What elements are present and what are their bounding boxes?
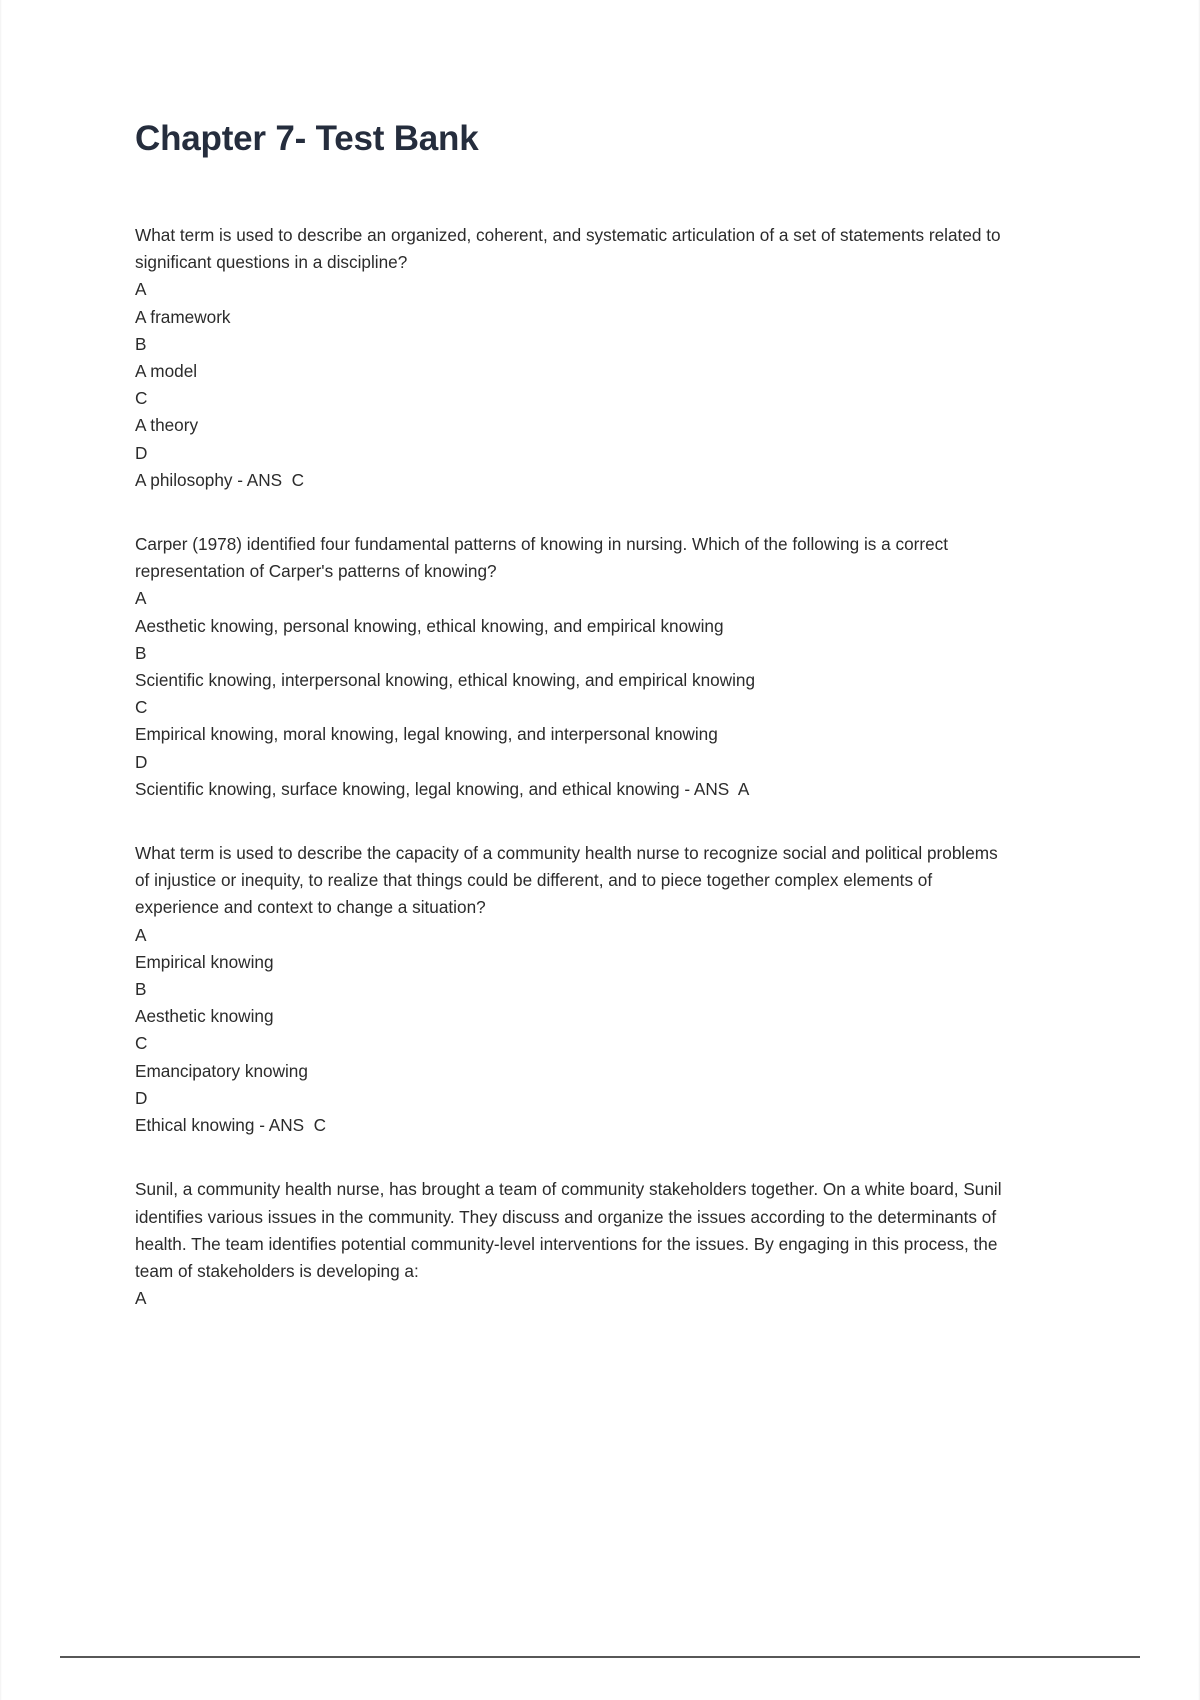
option-letter: B xyxy=(135,642,147,663)
option-text: Aesthetic knowing, personal knowing, ethical knowing, and empirical knowing xyxy=(135,615,724,636)
answer-line: Ethical knowing - ANS C xyxy=(135,1115,327,1136)
option-text: Empirical knowing, moral knowing, legal knowing, and interpersonal knowing xyxy=(135,724,718,745)
question-block xyxy=(135,840,1015,1139)
option-text: Emancipatory knowing xyxy=(135,1060,308,1081)
option-text: A theory xyxy=(135,415,199,436)
question-block xyxy=(135,531,1015,803)
question-stem: What term is used to describe an organized, coherent, and systematic articulation of a set of statements related to significant questions in a discipline? xyxy=(135,225,1001,273)
option-letter: B xyxy=(135,979,147,1000)
option-letter: D xyxy=(135,1087,148,1108)
option-letter: C xyxy=(135,1033,148,1054)
option-letter: D xyxy=(135,442,148,463)
question-stem: Sunil, a community health nurse, has brought a team of community stakeholders together. On a white board, Sunil identifies various issues in the community. They discuss and organize the issues according to the determinants of health. The team identifies potential community-level interventions for the issues. By engaging in this process, the team of stakeholders is developing a: xyxy=(135,1179,1002,1281)
option-letter: C xyxy=(135,697,148,718)
question-block xyxy=(135,1176,1015,1312)
option-letter: B xyxy=(135,333,147,354)
option-text: A model xyxy=(135,361,198,382)
page-footer-rule xyxy=(60,1656,1140,1658)
option-letter: A xyxy=(135,1288,147,1309)
question-stem: What term is used to describe the capacity of a community health nurse to recognize social and political problems of injustice or inequity, to realize that things could be different, and to piece together complex elements of experience and context to change a situation? xyxy=(135,843,998,918)
option-letter: A xyxy=(135,279,147,300)
question-stem: Carper (1978) identified four fundamental patterns of knowing in nursing. Which of the following is a correct representation of Carper's patterns of knowing? xyxy=(135,534,949,582)
option-text: Scientific knowing, interpersonal knowing, ethical knowing, and empirical knowing xyxy=(135,670,756,691)
option-text: Aesthetic knowing xyxy=(135,1006,274,1027)
option-letter: D xyxy=(135,751,148,772)
page-title: Chapter 7- Test Bank xyxy=(135,119,479,158)
option-letter: A xyxy=(135,924,147,945)
option-letter: A xyxy=(135,588,147,609)
document-content xyxy=(135,118,1015,1312)
page-left-edge-shadow xyxy=(0,0,2,1700)
option-text: Empirical knowing xyxy=(135,951,274,972)
answer-line: Scientific knowing, surface knowing, legal knowing, and ethical knowing - ANS A xyxy=(135,778,750,799)
option-letter: C xyxy=(135,388,148,409)
question-block xyxy=(135,222,1015,494)
answer-line: A philosophy - ANS C xyxy=(135,469,305,490)
option-text: A framework xyxy=(135,306,231,327)
